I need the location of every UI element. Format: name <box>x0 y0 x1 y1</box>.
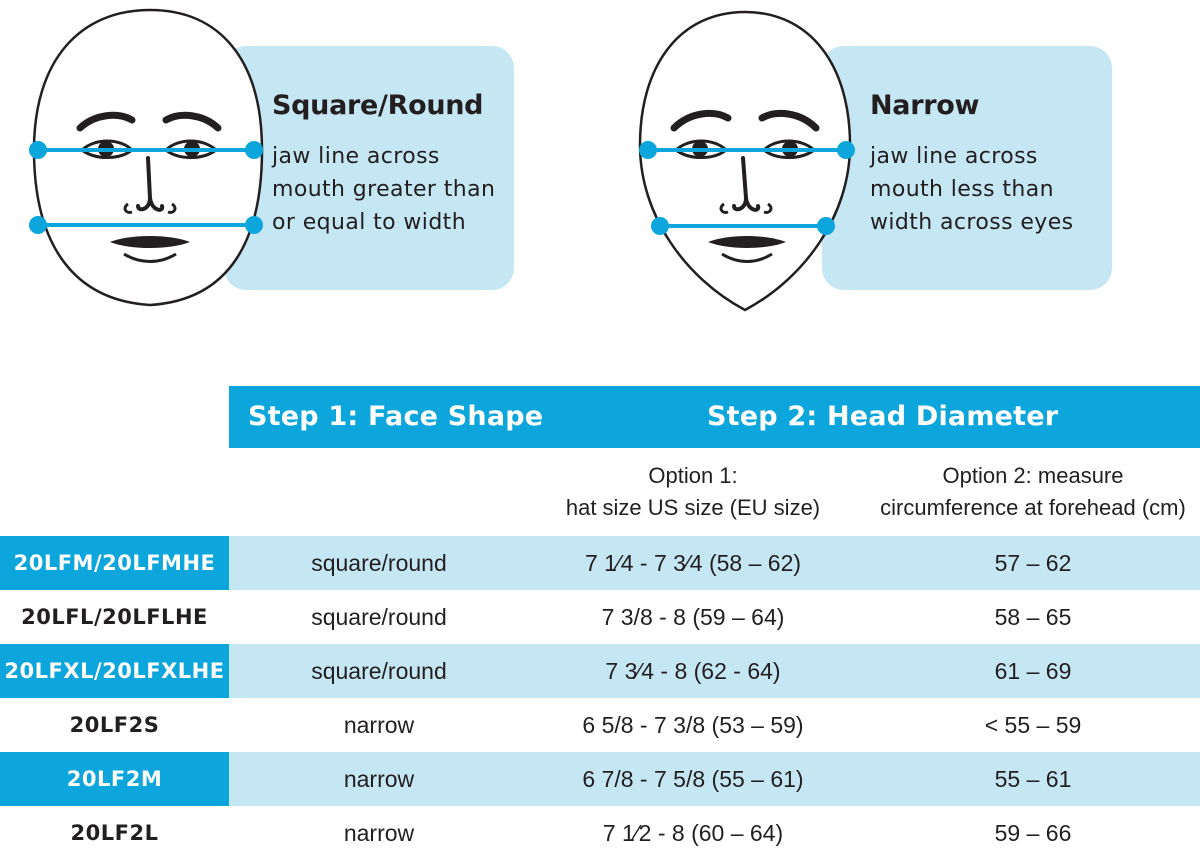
jaw-width-dot-right <box>817 217 835 235</box>
face-shape-cell: narrow <box>343 766 415 792</box>
step1-header: Step 1: Face Shape <box>248 401 544 432</box>
face-shape-cell: square/round <box>311 604 447 630</box>
face-panel-narrow <box>600 0 1120 320</box>
model-cell: 20LF2M <box>0 752 229 806</box>
face-title: Narrow <box>870 90 980 121</box>
hat-size-cell: 6 7/8 - 7 5/8 (55 – 61) <box>582 766 804 792</box>
model-cell: 20LFL/20LFLHE <box>21 605 208 629</box>
option1-header: Option 1: hat size US size (EU size) <box>565 463 821 520</box>
face-description: jaw line across mouth less than width across eyes <box>870 144 1074 235</box>
face-shape-cell: narrow <box>343 712 415 738</box>
face-shape-cell: narrow <box>343 820 415 846</box>
table-row <box>0 806 1200 860</box>
step-header-bar <box>229 386 1200 448</box>
circumference-cell: 61 – 69 <box>994 658 1072 684</box>
circumference-cell: 55 – 61 <box>994 766 1072 792</box>
hat-size-cell: 7 3⁄4 - 8 (62 - 64) <box>605 658 781 684</box>
size-table-body <box>0 536 1200 860</box>
hat-size-cell: 7 1⁄2 - 8 (60 – 64) <box>602 820 784 846</box>
model-cell: 20LF2S <box>69 713 160 737</box>
face-shape-cell: square/round <box>311 550 447 576</box>
face-title: Square/Round <box>272 90 484 121</box>
eye-width-dot-right <box>837 141 855 159</box>
circumference-cell: 59 – 66 <box>994 820 1072 846</box>
jaw-width-dot-right <box>245 216 263 234</box>
eye-width-dot-left <box>639 141 657 159</box>
table-row <box>0 536 1200 590</box>
circumference-cell: < 55 – 59 <box>984 712 1082 738</box>
face-description: jaw line across mouth greater than or equal to width <box>272 144 496 235</box>
jaw-width-dot-left <box>29 216 47 234</box>
circumference-cell: 57 – 62 <box>994 550 1072 576</box>
model-cell: 20LF2L <box>70 821 159 845</box>
hat-size-cell: 6 5/8 - 7 3/8 (53 – 59) <box>582 712 804 738</box>
eye-width-dot-right <box>245 141 263 159</box>
face-shape-cell: square/round <box>311 658 447 684</box>
jaw-width-dot-left <box>651 217 669 235</box>
step2-header: Step 2: Head Diameter <box>707 401 1059 432</box>
eye-width-dot-left <box>29 141 47 159</box>
table-row <box>0 698 1200 752</box>
hat-size-cell: 7 1⁄4 - 7 3⁄4 (58 – 62) <box>584 550 802 576</box>
table-row <box>0 752 1200 806</box>
hat-size-cell: 7 3/8 - 8 (59 – 64) <box>601 604 785 630</box>
model-cell: 20LFM/20LFMHE <box>0 536 229 590</box>
option2-header: Option 2: measure circumference at forehead (cm) <box>880 463 1186 520</box>
face-panel-square-round <box>0 0 520 320</box>
model-cell: 20LFXL/20LFXLHE <box>0 644 229 698</box>
table-row <box>0 644 1200 698</box>
table-row <box>0 590 1200 644</box>
circumference-cell: 58 – 65 <box>994 604 1072 630</box>
